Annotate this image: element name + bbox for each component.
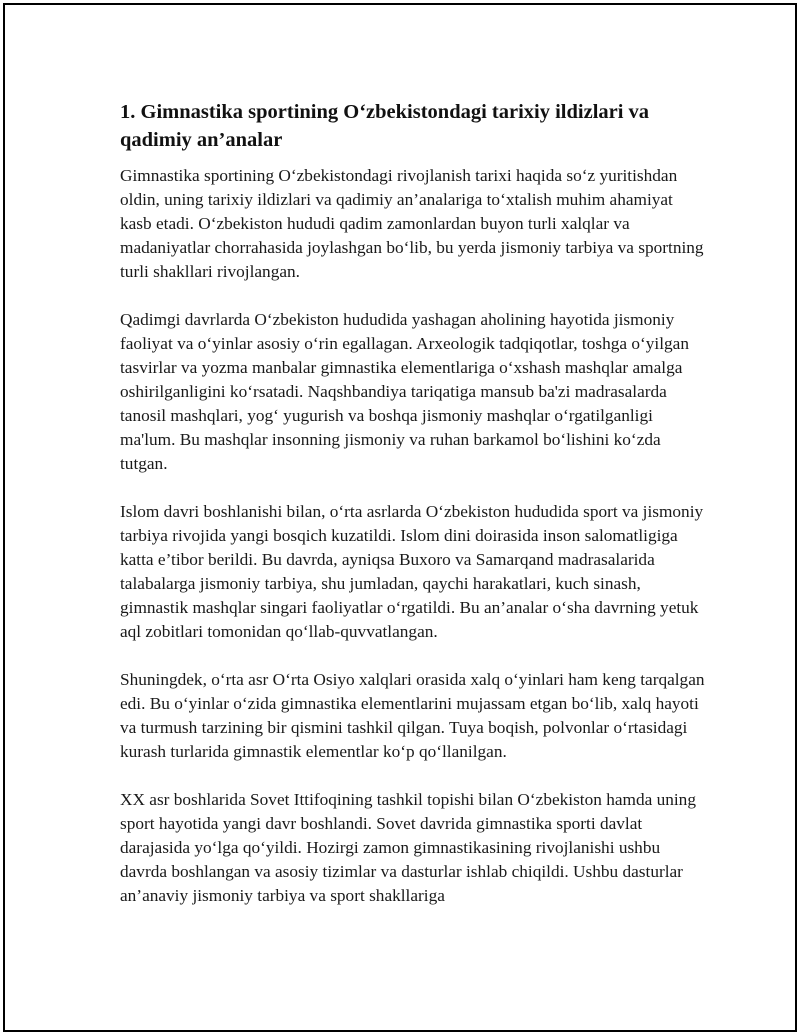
document-content [120, 98, 705, 932]
paragraph-2: Qadimgi davrlarda O‘zbekiston hududida yashagan aholining hayotida jismoniy faoliyat va o‘yinlar asosiy o‘rin egallagan. Arxeologik tadqiqotlar, toshga o‘yilgan tasvirlar va yozma manbalar gimnastika elementlariga o‘xshash mashqlar amalga oshirilganligini ko‘rsatadi. Naqshbandiya tariqatiga mansub ba'zi madrasalarda tanosil mashqlari, yog‘ yugurish va boshqa jismoniy mashqlar o‘rgatilganligi ma'lum. Bu mashqlar insonning jismoniy va ruhan barkamol bo‘lishini ko‘zda tutgan. [120, 310, 689, 473]
paragraph-5: XX asr boshlarida Sovet Ittifoqining tashkil topishi bilan O‘zbekiston hamda uning sport hayotida yangi davr boshlandi. Sovet davrida gimnastika sporti davlat darajasida yo‘lga qo‘yildi. Hozirgi zamon gimnastikasining rivojlanishi ushbu davrda boshlangan va asosiy tizimlar va dasturlar ishlab chiqildi. Ushbu dasturlar an’anaviy jismoniy tarbiya va sport shakllariga [120, 790, 696, 905]
paragraph-4: Shuningdek, o‘rta asr O‘rta Osiyo xalqlari orasida xalq o‘yinlari ham keng tarqalgan edi. Bu o‘yinlar o‘zida gimnastika elementlarini mujassam etgan bo‘lib, xalq hayoti va turmush tarzining bir qismini tashkil qilgan. Tuya boqish, polvonlar o‘rtasidagi kurash turlarida gimnastik elementlar ko‘p qo‘llanilgan. [120, 670, 705, 761]
document-page [3, 3, 797, 1032]
section-heading: 1. Gimnastika sportining O‘zbekistondagi tarixiy ildizlari va qadimiy an’analar [120, 101, 650, 151]
paragraph-1: Gimnastika sportining O‘zbekistondagi rivojlanish tarixi haqida so‘z yuritishdan oldin, uning tarixiy ildizlari va qadimiy an’analariga to‘xtalish muhim ahamiyat kasb etadi. O‘zbekiston hududi qadim zamonlardan buyon turli xalqlar va madaniyatlar chorrahasida joylashgan bo‘lib, bu yerda jismoniy tarbiya va sportning turli shakllari rivojlangan. [120, 166, 704, 281]
paragraph-3: Islom davri boshlanishi bilan, o‘rta asrlarda O‘zbekiston hududida sport va jismoniy tarbiya rivojida yangi bosqich kuzatildi. Islom dini doirasida inson salomatligiga katta e’tibor berildi. Bu davrda, ayniqsa Buxoro va Samarqand madrasalarida talabalarga jismoniy tarbiya, shu jumladan, qaychi harakatlari, kuch sinash, gimnastik mashqlar singari faoliyatlar o‘rgatildi. Bu an’analar o‘sha davrning yetuk aql zobitlari tomonidan qo‘llab-quvvatlangan. [120, 502, 704, 641]
